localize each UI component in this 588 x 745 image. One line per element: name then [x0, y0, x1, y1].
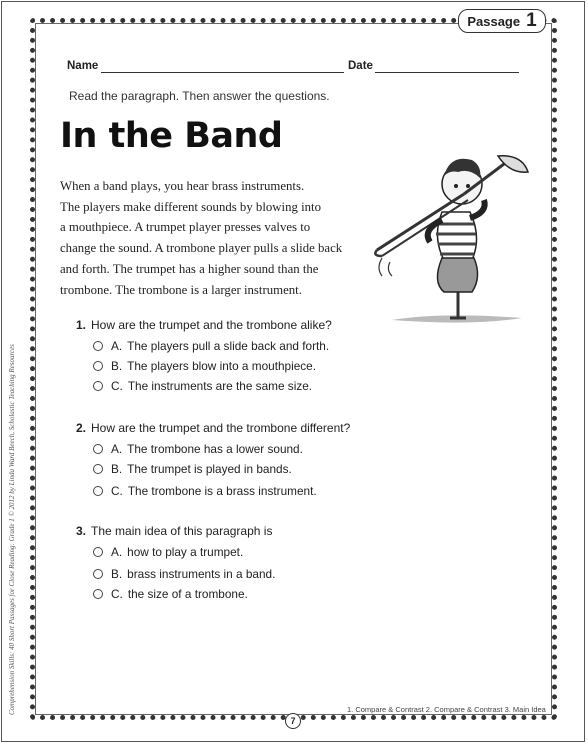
side-credit: [8, 345, 22, 715]
option-letter: B.: [111, 462, 123, 476]
name-label: Name: [67, 60, 99, 72]
radio-button[interactable]: [93, 444, 103, 454]
option-letter: B.: [111, 567, 123, 581]
answer-option[interactable]: [93, 359, 316, 373]
radio-button[interactable]: [93, 381, 103, 391]
passage-title: In the Band: [60, 116, 283, 156]
paragraph-line: change the sound. A trombone player pulls a slide back: [60, 241, 343, 256]
option-letter: A.: [111, 545, 123, 559]
skills-footer: 1. Compare & Contrast 2. Compare & Contrast 3. Main Idea: [347, 705, 546, 714]
passage-label: Passage: [467, 13, 521, 29]
side-credit-text: Comprehension Skills: 40 Short Passages for Close Reading: Grade 1 © 2012 by Linda Ward Beech, Scholastic Teaching Resources: [8, 344, 16, 715]
passage-tab: [458, 9, 546, 33]
option-letter: A.: [111, 442, 123, 456]
question-number: 3.: [76, 524, 87, 538]
paragraph-line: The players make different sounds by blowing into: [60, 199, 321, 214]
option-text: the size of a trombone.: [127, 587, 248, 601]
page-number: 7: [285, 713, 301, 729]
instructions: Read the paragraph. Then answer the questions.: [69, 89, 330, 103]
question-stem: [76, 524, 272, 538]
radio-button[interactable]: [93, 341, 103, 351]
answer-option[interactable]: [93, 567, 275, 581]
radio-button[interactable]: [93, 464, 103, 474]
paragraph-line: When a band plays, you hear brass instruments.: [60, 179, 305, 193]
paragraph-line: trombone. The trombone is a larger instrument.: [60, 282, 302, 297]
option-letter: B.: [111, 359, 123, 373]
option-text: how to play a trumpet.: [127, 545, 244, 559]
radio-button[interactable]: [93, 547, 103, 557]
option-text: brass instruments in a band.: [127, 567, 276, 581]
option-letter: C.: [111, 484, 123, 498]
question-text: The main idea of this paragraph is: [91, 524, 273, 538]
radio-button[interactable]: [93, 486, 103, 496]
option-text: The trumpet is played in bands.: [127, 462, 292, 476]
paragraph-line: a mouthpiece. A trumpet player presses valves to: [60, 220, 311, 235]
radio-button[interactable]: [93, 589, 103, 599]
radio-button[interactable]: [93, 361, 103, 371]
question-text: How are the trumpet and the trombone alike?: [91, 318, 332, 332]
answer-option[interactable]: [93, 379, 312, 393]
radio-button[interactable]: [93, 569, 103, 579]
boy-playing-trombone-icon: [372, 142, 532, 332]
option-text: The instruments are the same size.: [127, 379, 313, 393]
question-stem: [76, 318, 332, 332]
question-number: 2.: [76, 421, 87, 435]
passage-number: 1: [526, 10, 537, 31]
paragraph-line: and forth. The trumpet has a higher sound than the: [60, 261, 319, 276]
option-letter: C.: [111, 379, 123, 393]
option-text: The players pull a slide back and forth.: [127, 339, 330, 353]
name-field[interactable]: [101, 72, 344, 73]
answer-option[interactable]: [93, 462, 292, 476]
answer-option[interactable]: [93, 339, 329, 353]
option-letter: C.: [111, 587, 123, 601]
question-stem: [76, 421, 350, 435]
answer-option[interactable]: [93, 484, 317, 498]
name-date-row: [67, 60, 522, 76]
question-text: How are the trumpet and the trombone different?: [91, 421, 351, 435]
passage-paragraph: [60, 176, 360, 300]
option-text: The players blow into a mouthpiece.: [127, 359, 317, 373]
option-letter: A.: [111, 339, 123, 353]
answer-option[interactable]: [93, 442, 303, 456]
question-number: 1.: [76, 318, 87, 332]
answer-option[interactable]: [93, 587, 248, 601]
option-text: The trombone is a brass instrument.: [127, 484, 317, 498]
answer-option[interactable]: [93, 545, 243, 559]
date-field[interactable]: [375, 72, 519, 73]
date-label: Date: [348, 60, 373, 72]
option-text: The trombone has a lower sound.: [127, 442, 303, 456]
